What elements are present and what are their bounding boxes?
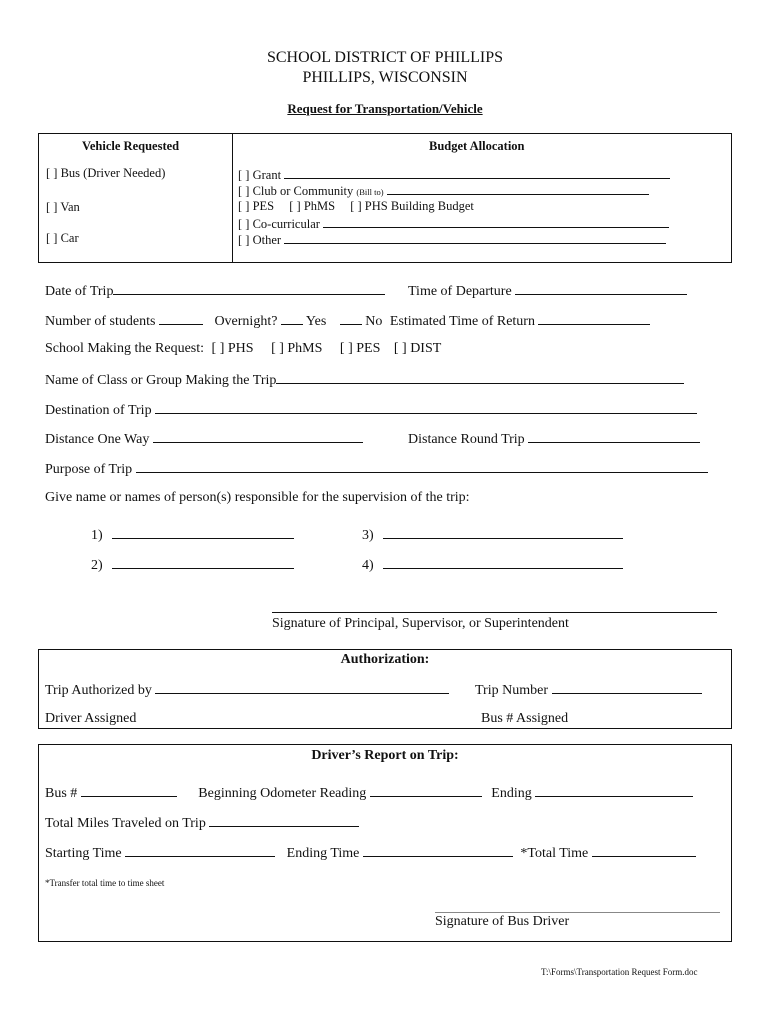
driver-signature-label: Signature of Bus Driver (435, 914, 570, 929)
driver-signature-line[interactable] (435, 912, 720, 913)
total-time-field[interactable] (592, 844, 696, 857)
supervisor-4-label: 4) (362, 558, 374, 573)
date-of-trip-label: Date of Trip (45, 284, 114, 299)
supervisor-1-row (91, 526, 294, 544)
budget-club-row (238, 182, 649, 199)
budget-grant-row (238, 166, 670, 183)
authorized-by-field[interactable] (155, 681, 449, 694)
budget-other-row (238, 231, 666, 248)
budget-cocurricular-field[interactable] (323, 215, 669, 228)
departure-row (408, 282, 687, 300)
vehicle-car-checkbox[interactable]: [ ] Car (46, 231, 79, 245)
times-row (45, 844, 696, 862)
trip-number-field[interactable] (552, 681, 702, 694)
round-trip-label: Distance Round Trip (408, 432, 525, 447)
students-field[interactable] (159, 312, 203, 325)
school-dist-checkbox[interactable]: [ ] DIST (393, 341, 442, 356)
budget-club-checkbox[interactable]: [ ] Club or Community (238, 184, 354, 198)
time-sheet-footnote: *Transfer total time to time sheet (45, 878, 165, 888)
students-row (45, 312, 650, 330)
departure-field[interactable] (515, 282, 687, 295)
purpose-field[interactable] (136, 460, 708, 473)
supervisor-2-label: 2) (91, 558, 103, 573)
supervision-label: Give name or names of person(s) responsible for the supervision of the trip: (45, 490, 470, 505)
budget-cocurricular-row (238, 215, 669, 232)
destination-field[interactable] (155, 401, 697, 414)
bus-assigned-label: Bus # Assigned (481, 711, 569, 726)
supervisor-1-field[interactable] (112, 526, 294, 539)
principal-signature-label: Signature of Principal, Supervisor, or Superintendent (272, 616, 569, 631)
school-label: School Making the Request: (45, 341, 205, 356)
beginning-odometer-field[interactable] (370, 784, 482, 797)
budget-heading: Budget Allocation (429, 139, 525, 153)
budget-club-field[interactable] (387, 182, 649, 195)
overnight-yes-field[interactable] (281, 312, 303, 325)
budget-other-checkbox[interactable]: [ ] Other (238, 233, 282, 247)
supervisor-4-row (362, 556, 623, 574)
supervisor-3-label: 3) (362, 528, 374, 543)
district-location: PHILLIPS, WISCONSIN (302, 69, 468, 86)
budget-cocurricular-checkbox[interactable]: [ ] Co-curricular (238, 217, 320, 231)
odometer-row (45, 784, 693, 802)
return-field[interactable] (538, 312, 650, 325)
budget-grant-checkbox[interactable]: [ ] Grant (238, 168, 282, 182)
ending-odometer-field[interactable] (535, 784, 693, 797)
overnight-no-field[interactable] (340, 312, 362, 325)
vehicle-bus-checkbox[interactable]: [ ] Bus (Driver Needed) (46, 166, 166, 180)
return-label: Estimated Time of Return (389, 314, 535, 329)
table-divider (232, 133, 233, 263)
ending-time-field[interactable] (363, 844, 513, 857)
authorized-by-row (45, 681, 449, 699)
one-way-label: Distance One Way (45, 432, 150, 447)
total-time-label: *Total Time (520, 846, 589, 861)
class-label: Name of Class or Group Making the Trip (45, 373, 277, 388)
authorization-heading: Authorization: (340, 652, 430, 667)
district-name: SCHOOL DISTRICT OF PHILLIPS (266, 49, 504, 66)
school-pes-checkbox[interactable]: [ ] PES (339, 341, 381, 356)
total-miles-field[interactable] (209, 814, 359, 827)
beginning-odometer-label: Beginning Odometer Reading (198, 786, 367, 801)
trip-number-label: Trip Number (475, 683, 548, 698)
trip-number-row (475, 681, 702, 699)
supervisor-2-field[interactable] (112, 556, 294, 569)
school-row (45, 341, 441, 357)
round-trip-field[interactable] (528, 430, 700, 443)
total-miles-row (45, 814, 359, 832)
form-title: Request for Transportation/Vehicle (287, 101, 483, 116)
supervisor-3-field[interactable] (383, 526, 623, 539)
overnight-label: Overnight? (214, 314, 278, 329)
driver-report-heading: Driver’s Report on Trip: (311, 748, 459, 763)
bus-number-field[interactable] (81, 784, 177, 797)
purpose-label: Purpose of Trip (45, 462, 133, 477)
budget-building-row (238, 199, 474, 214)
vehicle-heading: Vehicle Requested (82, 139, 180, 153)
one-way-field[interactable] (153, 430, 363, 443)
purpose-row (45, 460, 708, 478)
budget-grant-field[interactable] (284, 166, 670, 179)
overnight-no-label: No (365, 314, 383, 329)
budget-other-field[interactable] (284, 231, 666, 244)
authorized-by-label: Trip Authorized by (45, 683, 152, 698)
supervisor-4-field[interactable] (383, 556, 623, 569)
date-of-trip-field[interactable] (113, 282, 385, 295)
budget-pes-checkbox[interactable]: [ ] PES (238, 199, 275, 213)
one-way-row (45, 430, 363, 448)
vehicle-van-checkbox[interactable]: [ ] Van (46, 200, 80, 214)
students-label: Number of students (45, 314, 156, 329)
departure-label: Time of Departure (408, 284, 512, 299)
budget-phms-checkbox[interactable]: [ ] PhMS (289, 199, 336, 213)
bill-to-note: (Bill to) (356, 187, 384, 197)
destination-label: Destination of Trip (45, 403, 152, 418)
driver-assigned-label: Driver Assigned (45, 711, 137, 726)
supervisor-1-label: 1) (91, 528, 103, 543)
overnight-yes-label: Yes (305, 314, 327, 329)
principal-signature-line[interactable] (272, 612, 717, 613)
school-phms-checkbox[interactable]: [ ] PhMS (271, 341, 323, 356)
ending-time-label: Ending Time (286, 846, 360, 861)
class-row (45, 371, 684, 389)
date-of-trip-row (45, 282, 385, 300)
destination-row (45, 401, 697, 419)
round-trip-row (408, 430, 700, 448)
budget-phs-checkbox[interactable]: [ ] PHS Building Budget (350, 199, 474, 213)
supervisor-3-row (362, 526, 623, 544)
total-miles-label: Total Miles Traveled on Trip (45, 816, 206, 831)
starting-time-label: Starting Time (45, 846, 122, 861)
school-phs-checkbox[interactable]: [ ] PHS (211, 341, 254, 356)
bus-number-label: Bus # (45, 786, 78, 801)
starting-time-field[interactable] (125, 844, 275, 857)
class-field[interactable] (276, 371, 684, 384)
ending-odometer-label: Ending (491, 786, 532, 801)
supervisor-2-row (91, 556, 294, 574)
file-path: T:\Forms\Transportation Request Form.doc (541, 967, 698, 977)
